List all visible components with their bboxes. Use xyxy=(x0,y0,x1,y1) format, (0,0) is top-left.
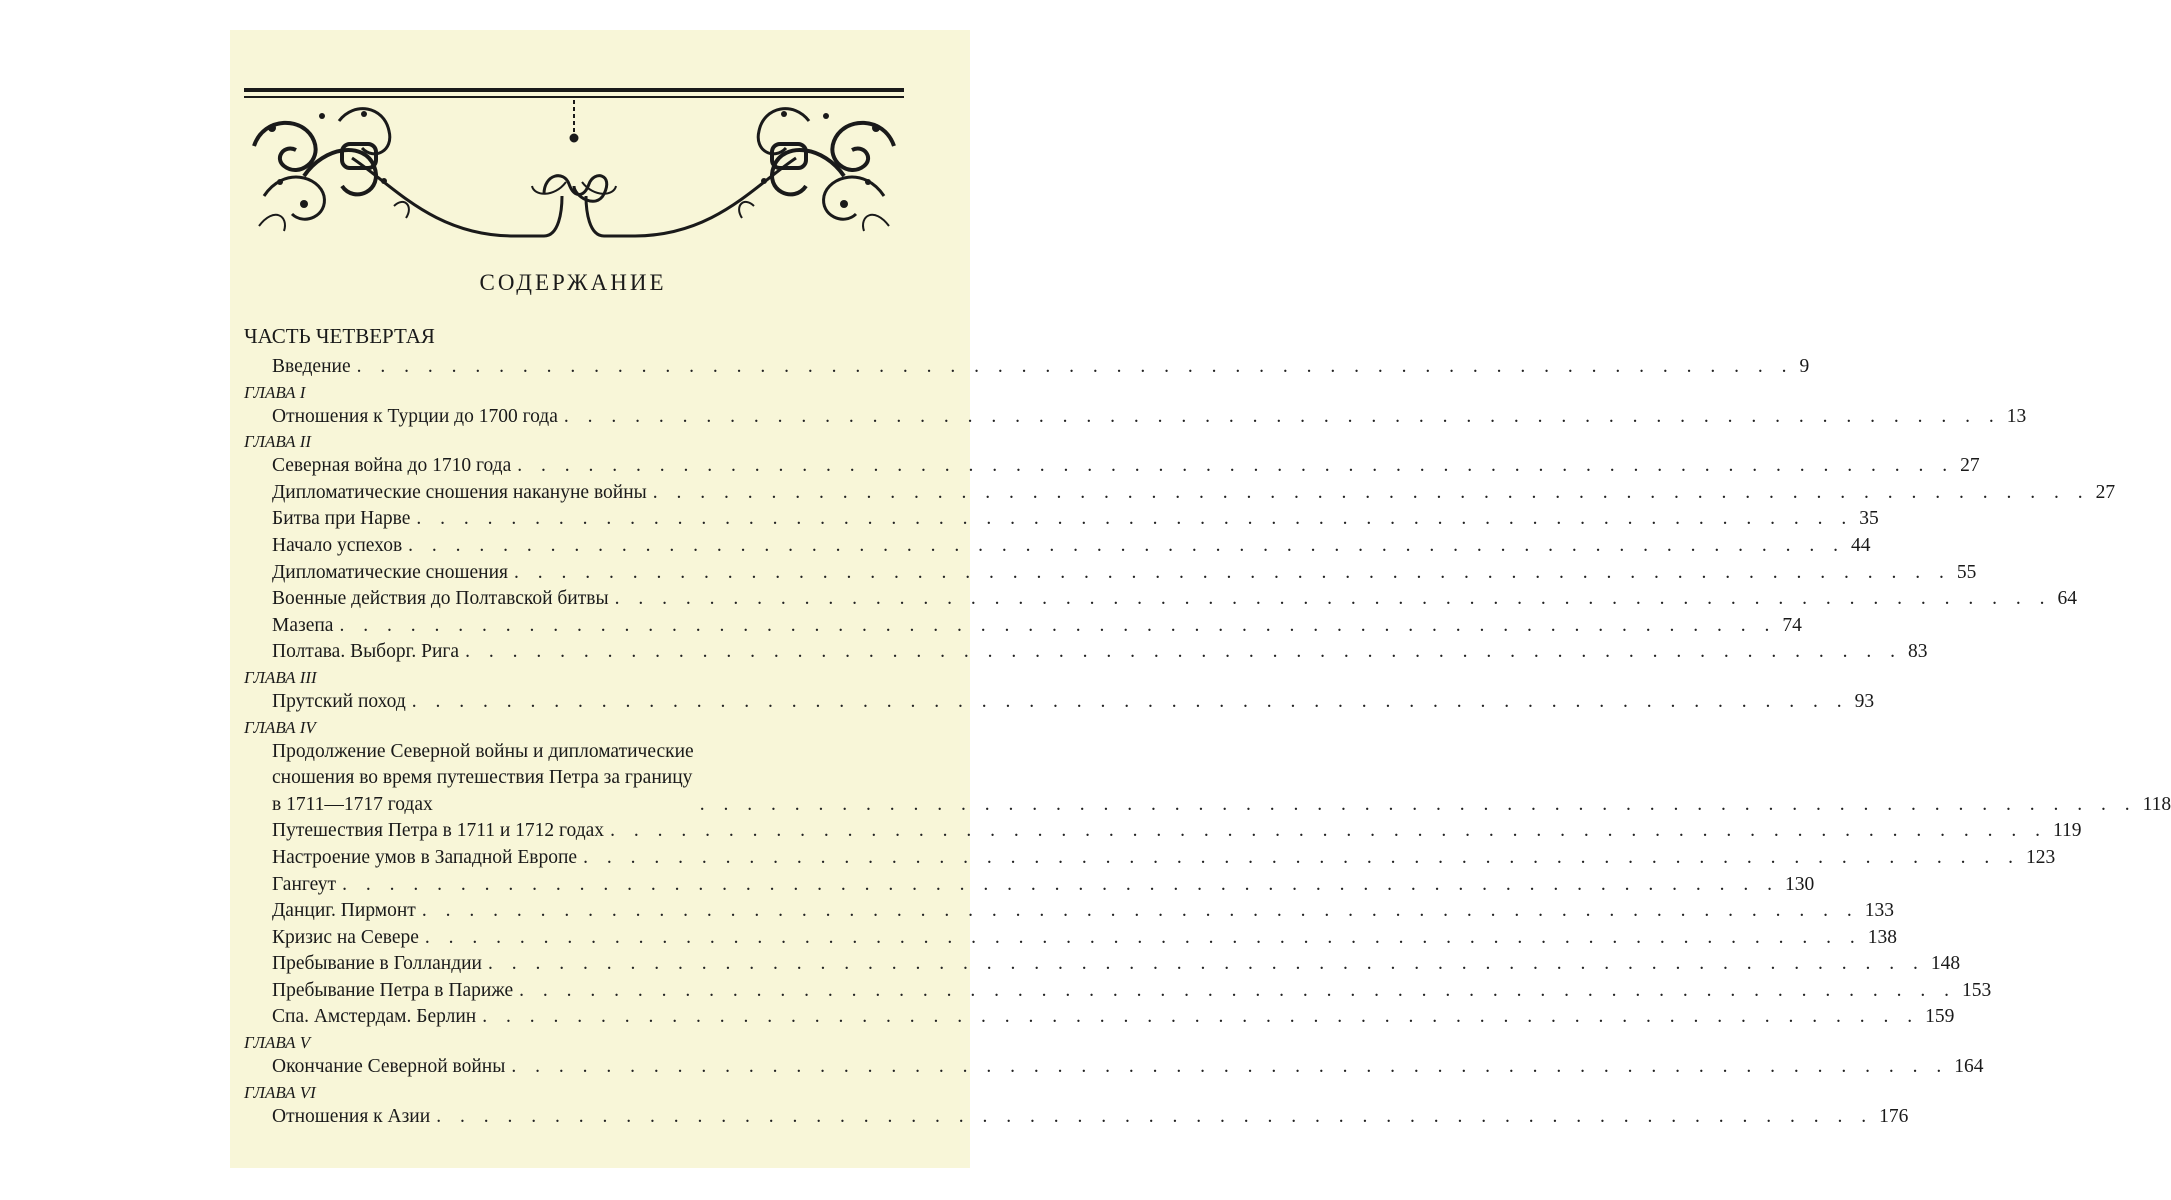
dot-leader: . . . . . . . . . . . . . . . . . . . . . . . . . . . . . . . . . . . . . . . . . . . . . . . . . . . . . . . . . . . . . xyxy=(514,561,1951,583)
book-page xyxy=(230,30,2171,1168)
dot-leader: . . . . . . . . . . . . . . . . . . . . . . . . . . . . . . . . . . . . . . . . . . . . . . . . . . . . . . . . . . . . . xyxy=(519,979,1957,1001)
toc-entry[interactable] xyxy=(244,1104,1909,1131)
toc-entry[interactable] xyxy=(244,689,1875,716)
dot-leader: . . . . . . . . . . . . . . . . . . . . . . . . . . . . . . . . . . . . . . . . . . . . . . . . . . . . . . . . . . . . . xyxy=(517,455,1955,477)
toc-entry[interactable] xyxy=(244,1004,1955,1031)
chapter-heading: ГЛАВА VI xyxy=(244,1082,316,1102)
toc-entry[interactable] xyxy=(244,845,2056,872)
dot-leader: . . . . . . . . . . . . . . . . . . . . . . . . . . . . . . . . . . . . . . . . . . . . . . . . . . . . . . . . . . . . . xyxy=(465,641,1902,663)
dot-leader: . . . . . . . . . . . . . . . . . . . . . . . . . . . . . . . . . . . . . . . . . . . . . . . . . . . . . . . . . . . . . xyxy=(614,588,2052,610)
toc-entry[interactable] xyxy=(244,818,2082,845)
toc-page-number: 83 xyxy=(1907,641,1928,663)
toc-entry[interactable] xyxy=(244,453,1980,480)
baroque-scroll-ornament-icon xyxy=(244,86,904,236)
toc-entry[interactable] xyxy=(244,354,1810,381)
dot-leader: . . . . . . . . . . . . . . . . . . . . . . . . . . . . . . . . . . . . . . . . . . . . . . . . . . . . . . . . . . . . . xyxy=(610,820,2047,842)
toc-entry[interactable] xyxy=(244,978,1992,1005)
dot-leader: . . . . . . . . . . . . . . . . . . . . . . . . . . . . . . . . . . . . . . . . . . . . . . . . . . . . . . . . . . . . . xyxy=(411,690,1849,712)
toc-entry-label: Начало успехов xyxy=(272,534,403,556)
dot-leader: . . . . . . . . . . . . . . . . . . . . . . . . . . . . . . . . . . . . . . . . . . . . . . . . . . . . . . . . . . . . . xyxy=(342,873,1779,895)
toc-entry[interactable] xyxy=(244,1054,1984,1081)
toc-entry[interactable] xyxy=(244,951,1961,978)
toc-page-number: 44 xyxy=(1851,534,1871,556)
toc-entry[interactable] xyxy=(244,560,1977,587)
toc-entry-label-line: в 1711—1717 годах xyxy=(272,793,433,815)
toc-entry[interactable] xyxy=(244,898,1894,925)
chapter-heading: ГЛАВА I xyxy=(244,382,306,402)
toc-entry[interactable] xyxy=(244,613,1802,640)
toc-entry-label: Кризис на Севере xyxy=(272,926,419,948)
chapter-heading: ГЛАВА II xyxy=(244,432,312,452)
toc-page-number: 9 xyxy=(1799,356,1810,377)
toc-entry-label: Северная война до 1710 года xyxy=(272,455,512,477)
dot-leader: . . . . . . . . . . . . . . . . . . . . . . . . . . . . . . . . . . . . . . . . . . . . . . . . . . . . . . . . . . . . . xyxy=(488,953,1925,975)
toc-entry-label: Отношения к Азии xyxy=(272,1105,431,1127)
toc-entry-label: Пребывание Петра в Париже xyxy=(272,979,514,1001)
dot-leader: . . . . . . . . . . . . . . . . . . . . . . . . . . . . . . . . . . . . . . . . . . . . . . . . . . . . . . . . . . . . . xyxy=(408,534,1846,556)
toc-page-number: 133 xyxy=(1864,900,1894,922)
toc-page-number: 27 xyxy=(1960,455,1980,477)
toc-entry-label: Прутский поход xyxy=(272,690,406,712)
toc-entry[interactable] xyxy=(244,586,2077,613)
dot-leader: . . . . . . . . . . . . . . . . . . . . . . . . . . . . . . . . . . . . . . . . . . . . . . . . . . . . . . . . . . . . . xyxy=(356,356,1794,377)
toc-entry-label: Дипломатические сношения xyxy=(272,561,508,583)
toc-page-number: 176 xyxy=(1879,1105,1909,1127)
toc-entry[interactable] xyxy=(244,533,1871,560)
toc-entry[interactable] xyxy=(244,639,1928,666)
toc-entry-label-line: Продолжение Северной войны и дипломатические xyxy=(272,740,694,762)
toc-page-number: 55 xyxy=(1956,561,1977,583)
toc-entry-label: Спа. Амстердам. Берлин xyxy=(272,1006,477,1028)
dot-leader: . . . . . . . . . . . . . . . . . . . . . . . . . . . . . . . . . . . . . . . . . . . . . . . . . . . . . . . . . . . . . xyxy=(416,508,1854,530)
toc-page-number: 164 xyxy=(1954,1056,1984,1078)
toc-entry-label: Пребывание в Голландии xyxy=(272,953,482,975)
part-title: ЧАСТЬ ЧЕТВЕРТАЯ xyxy=(244,324,435,348)
toc-page-number: 159 xyxy=(1925,1006,1955,1028)
toc-entry-label: Окончание Северной войны xyxy=(272,1056,506,1078)
toc-entry[interactable] xyxy=(244,739,2171,819)
dot-leader: . . . . . . . . . . . . . . . . . . . . . . . . . . . . . . . . . . . . . . . . . . . . . . . . . . . . . . . . . . . . . xyxy=(583,846,2020,868)
toc-entry-label: Введение xyxy=(272,356,351,377)
toc-entry-label: Полтава. Выборг. Рига xyxy=(272,641,460,663)
toc-page-number: 130 xyxy=(1784,873,1815,895)
dot-leader: . . . . . . . . . . . . . . . . . . . . . . . . . . . . . . . . . . . . . . . . . . . . . . . . . . . . . . . . . . . . . xyxy=(563,405,2001,427)
toc-entry-label: Данциг. Пирмонт xyxy=(272,900,416,922)
toc-entry[interactable] xyxy=(244,872,1815,899)
toc-page-number: 74 xyxy=(1782,614,1802,636)
toc-page-number: 153 xyxy=(1962,979,1992,1001)
table-of-contents xyxy=(244,354,2171,1130)
dot-leader: . . . . . . . . . . . . . . . . . . . . . . . . . . . . . . . . . . . . . . . . . . . . . . . . . . . . . . . . . . . . . xyxy=(421,900,1859,922)
toc-entry-label-line: сношения во время путешествия Петра за границу xyxy=(272,767,693,789)
toc-title: СОДЕРЖАНИЕ xyxy=(479,270,667,295)
toc-entry-label: Настроение умов в Западной Европе xyxy=(272,846,578,868)
toc-page-number: 35 xyxy=(1859,508,1879,530)
toc-entry-label: Битва при Нарве xyxy=(272,508,411,530)
dot-leader: . . . . . . . . . . . . . . . . . . . . . . . . . . . . . . . . . . . . . . . . . . . . . . . . . . . . . . . . . . . . . xyxy=(699,793,2137,815)
dot-leader: . . . . . . . . . . . . . . . . . . . . . . . . . . . . . . . . . . . . . . . . . . . . . . . . . . . . . . . . . . . . . xyxy=(424,926,1862,948)
dot-leader: . . . . . . . . . . . . . . . . . . . . . . . . . . . . . . . . . . . . . . . . . . . . . . . . . . . . . . . . . . . . . xyxy=(482,1006,1920,1028)
toc-entry-label xyxy=(272,739,694,819)
toc-page-number: 93 xyxy=(1854,690,1875,712)
toc-page-number: 138 xyxy=(1867,926,1898,948)
dot-leader: . . . . . . . . . . . . . . . . . . . . . . . . . . . . . . . . . . . . . . . . . . . . . . . . . . . . . . . . . . . . . xyxy=(339,614,1777,636)
dot-leader: . . . . . . . . . . . . . . . . . . . . . . . . . . . . . . . . . . . . . . . . . . . . . . . . . . . . . . . . . . . . . xyxy=(652,481,2090,503)
toc-page-number: 148 xyxy=(1930,953,1961,975)
chapter-heading: ГЛАВА V xyxy=(244,1033,311,1053)
toc-page-number: 123 xyxy=(2025,846,2056,868)
dot-leader: . . . . . . . . . . . . . . . . . . . . . . . . . . . . . . . . . . . . . . . . . . . . . . . . . . . . . . . . . . . . . xyxy=(436,1105,1874,1127)
toc-entry[interactable] xyxy=(244,506,1879,533)
toc-entry[interactable] xyxy=(244,404,2027,431)
chapter-heading: ГЛАВА IV xyxy=(244,717,316,737)
toc-entry-label: Дипломатические сношения накануне войны xyxy=(272,481,647,503)
dot-leader: . . . . . . . . . . . . . . . . . . . . . . . . . . . . . . . . . . . . . . . . . . . . . . . . . . . . . . . . . . . . . xyxy=(511,1056,1949,1078)
toc-entry-label: Отношения к Турции до 1700 года xyxy=(272,405,558,427)
toc-page-number: 119 xyxy=(2052,820,2082,842)
toc-page-number: 64 xyxy=(2057,588,2077,610)
toc-entry[interactable] xyxy=(244,480,2116,507)
toc-entry-label: Путешествия Петра в 1711 и 1712 годах xyxy=(272,820,605,842)
toc-entry-label: Мазепа xyxy=(272,614,334,636)
toc-entry-label: Военные действия до Полтавской битвы xyxy=(272,588,609,610)
toc-page-number: 118 xyxy=(2142,793,2171,815)
chapter-heading: ГЛАВА III xyxy=(244,667,317,687)
toc-page-number: 27 xyxy=(2095,481,2116,503)
toc-entry-label: Гангеут xyxy=(272,873,337,895)
toc-entry[interactable] xyxy=(244,925,1898,952)
toc-page-number: 13 xyxy=(2006,405,2027,427)
